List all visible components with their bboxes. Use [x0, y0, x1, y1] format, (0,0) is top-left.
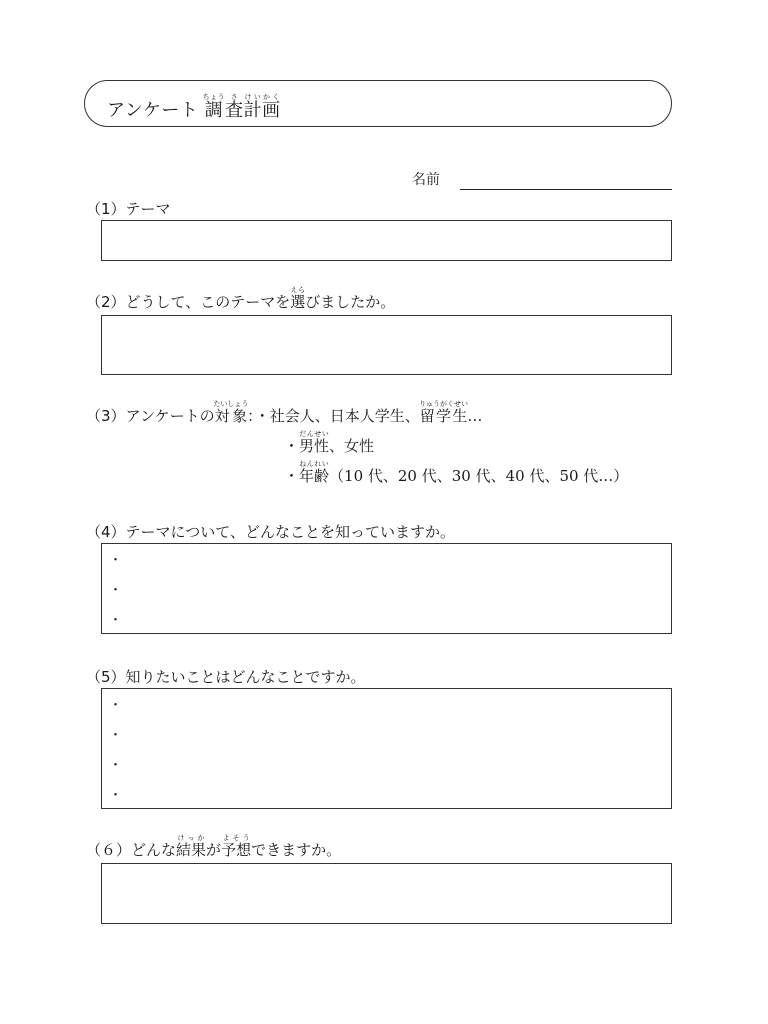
bullet: ・ — [109, 698, 123, 713]
answer-box-6[interactable] — [101, 863, 672, 924]
question-4: （4）テーマについて、どんなことを知っていますか。 — [86, 523, 455, 541]
title-prefix: アンケート — [107, 100, 199, 121]
question-2: （2）どうして、このテーマを選えらびましたか。 — [86, 286, 396, 311]
question-1: （1）テーマ — [86, 200, 171, 218]
bullet: ・ — [109, 728, 123, 743]
question-3: （3）アンケートの対象たいしょう：・社会人、日本人学生、留学生りゅうがくせい… — [86, 400, 483, 425]
target-age: ・年齢ねんれい（10 代、20 代、30 代、40 代、50 代…） — [284, 460, 629, 485]
name-field[interactable] — [460, 189, 672, 190]
page-title — [107, 93, 281, 122]
target-gender: ・男性だんせい、女性 — [284, 430, 375, 455]
answer-box-5[interactable] — [101, 688, 672, 809]
bullet: ・ — [109, 583, 123, 598]
title-kanji-2: 査さ — [225, 93, 244, 121]
bullet: ・ — [109, 613, 123, 628]
answer-box-1[interactable] — [101, 220, 672, 261]
name-label: 名前 — [412, 172, 440, 188]
answer-box-2[interactable] — [101, 315, 672, 375]
title-kanji-3: 計画けいかく — [243, 93, 281, 121]
answer-box-4[interactable] — [101, 543, 672, 634]
question-6: （６）どんな結果けっかが予想よそうできますか。 — [86, 834, 342, 859]
bullet: ・ — [109, 788, 123, 803]
bullet: ・ — [109, 758, 123, 773]
title-kanji-1: 調ちょう — [202, 93, 226, 121]
title-banner — [84, 80, 672, 127]
bullet: ・ — [109, 553, 123, 568]
question-5: （5）知りたいことはどんなことですか。 — [86, 668, 366, 686]
